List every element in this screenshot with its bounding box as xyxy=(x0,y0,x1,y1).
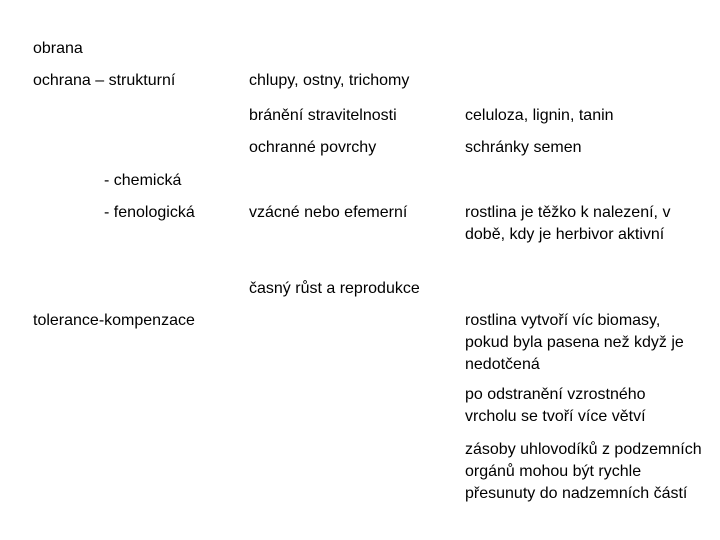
carbohydrate-reserves-description: zásoby uhlovodíků z podzemních orgánů mohou být rychle přesunuty do nadzemních částí xyxy=(465,441,702,502)
rare-or-ephemeral: vzácné nebo efemerní xyxy=(249,204,408,221)
protective-surfaces: ochranné povrchy xyxy=(249,139,377,156)
more-biomass-description: rostlina vytvoří víc biomasy, pokud byla pasena než když je nedotčená xyxy=(465,312,684,373)
page-title: obrana xyxy=(33,40,83,57)
protective-surfaces-means: schránky semen xyxy=(465,139,582,156)
early-growth-reproduction: časný růst a reprodukce xyxy=(249,280,420,297)
digestibility-means: celuloza, lignin, tanin xyxy=(465,107,614,124)
more-branches-description: po odstranění vzrostného vrcholu se tvoří více větví xyxy=(465,386,646,425)
rare-or-ephemeral-description: rostlina je těžko k nalezení, v době, kdy je herbivor aktivní xyxy=(465,204,671,243)
tolerance-compensation-label: tolerance-kompenzace xyxy=(33,312,195,329)
phenological-defense-label: - fenologická xyxy=(104,204,195,221)
structural-defense-label: ochrana – strukturní xyxy=(33,72,176,89)
hairs-spines-trichomes: chlupy, ostny, trichomy xyxy=(249,72,410,89)
digestibility-inhibition: bránění stravitelnosti xyxy=(249,107,397,124)
chemical-defense-label: - chemická xyxy=(104,172,182,189)
